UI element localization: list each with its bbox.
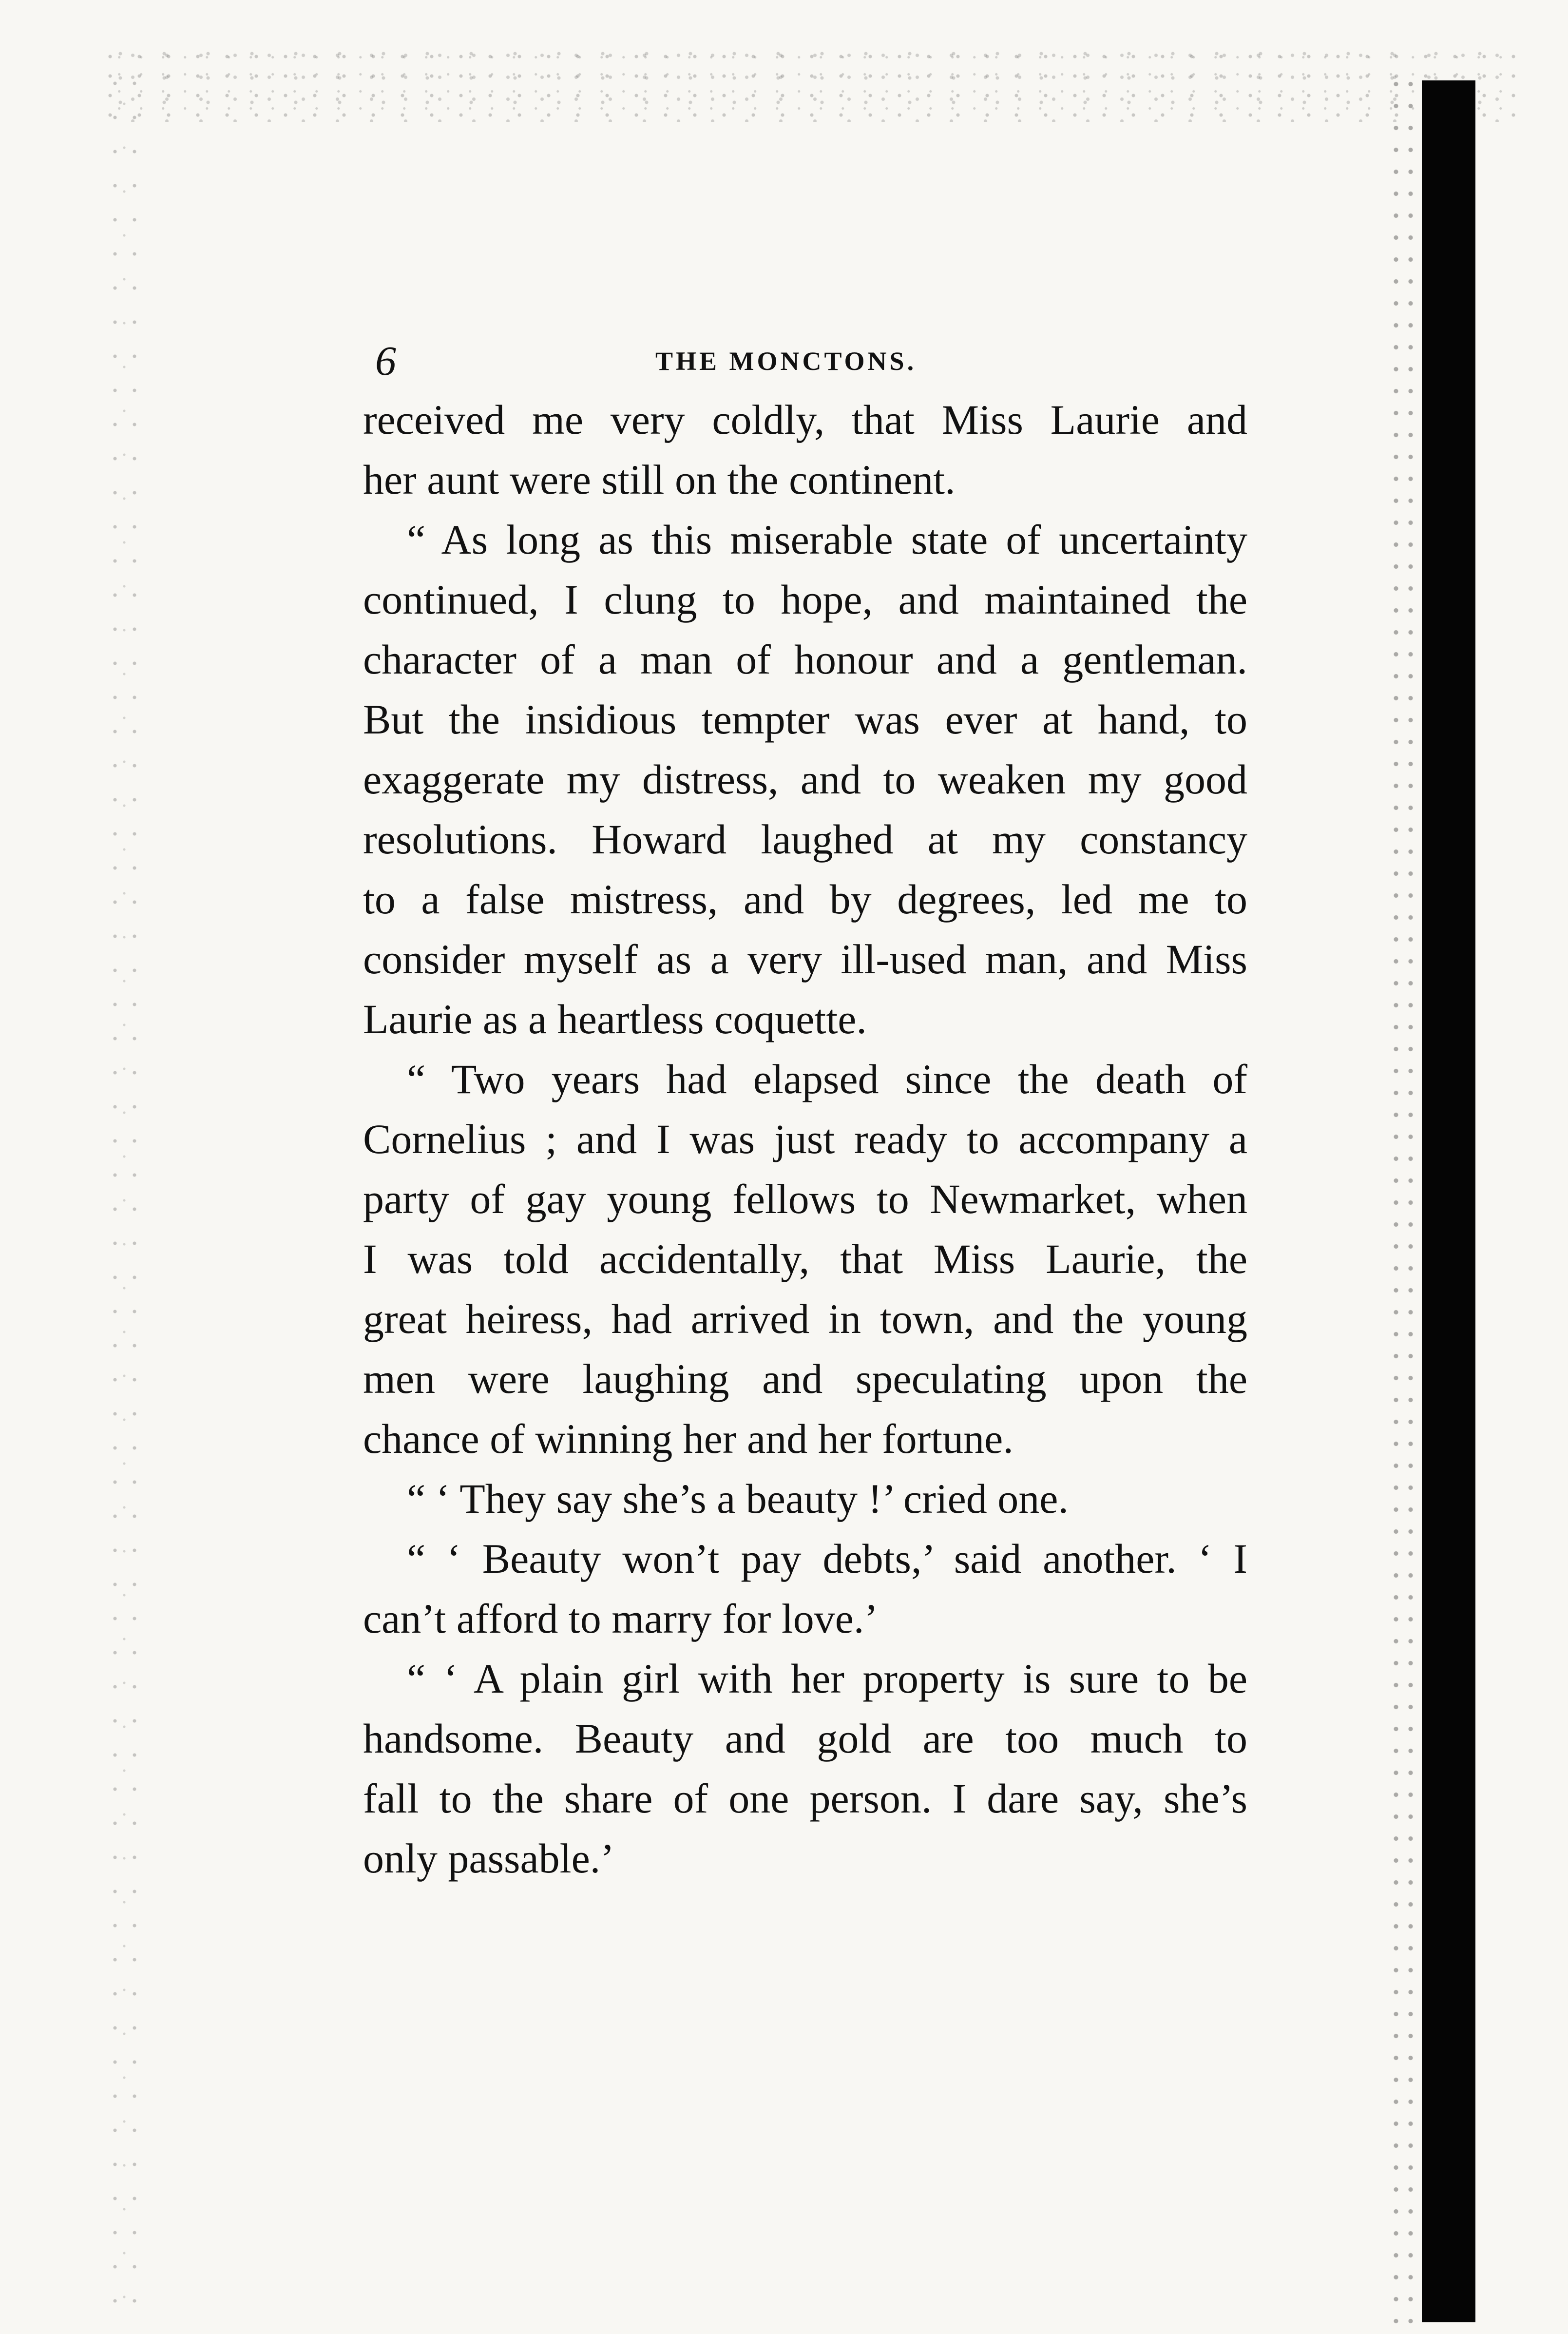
text-line: only passable.’ <box>363 1835 614 1882</box>
text-line: character of a man of honour and a gentleman. <box>363 636 1247 683</box>
text-line: Laurie as a heartless coquette. <box>363 996 867 1042</box>
text-line: continued, I clung to hope, and maintained the <box>363 576 1247 623</box>
text-line: great heiress, had arrived in town, and the young <box>363 1295 1247 1342</box>
text-line: to a false mistress, and by degrees, led me to <box>363 876 1247 923</box>
paragraph <box>363 1649 1247 1889</box>
text-line: “ ‘ Beauty won’t pay debts,’ said another. ‘ I <box>407 1535 1247 1582</box>
paragraph <box>363 1049 1247 1469</box>
text-block <box>363 336 1247 1889</box>
text-line: chance of winning her and her fortune. <box>363 1415 1013 1462</box>
running-title: THE MONCTONS. <box>655 347 917 376</box>
text-line: handsome. Beauty and gold are too much to <box>363 1715 1247 1762</box>
text-line: exaggerate my distress, and to weaken my good <box>363 756 1247 803</box>
binding-strip <box>1422 80 1475 2322</box>
scan-top-edge <box>107 49 1520 122</box>
paragraph <box>363 1469 1247 1529</box>
text-line: men were laughing and speculating upon the <box>363 1355 1247 1402</box>
binding-shadow <box>1389 73 1423 2325</box>
text-line: I was told accidentally, that Miss Laurie, the <box>363 1235 1247 1282</box>
text-line: party of gay young fellows to Newmarket, when <box>363 1176 1247 1222</box>
body-text <box>363 390 1247 1889</box>
text-line: Cornelius ; and I was just ready to accompany a <box>363 1116 1247 1162</box>
paragraph <box>363 510 1247 1049</box>
text-line: “ ‘ A plain girl with her property is sure to be <box>407 1655 1247 1702</box>
paragraph <box>363 390 1247 510</box>
text-line: can’t afford to marry for love.’ <box>363 1595 879 1642</box>
text-line: “ ‘ They say she’s a beauty !’ cried one. <box>407 1475 1069 1522</box>
text-line: her aunt were still on the continent. <box>363 456 956 503</box>
running-head <box>363 336 1247 390</box>
text-line: fall to the share of one person. I dare say, she’s <box>363 1775 1247 1822</box>
text-line: received me very coldly, that Miss Laurie and <box>363 396 1247 443</box>
page-number: 6 <box>375 337 396 384</box>
text-line: resolutions. Howard laughed at my constancy <box>363 816 1247 863</box>
scan-left-edge <box>107 73 141 2315</box>
text-line: But the insidious tempter was ever at hand, to <box>363 696 1247 743</box>
text-line: “ As long as this miserable state of uncertainty <box>407 516 1247 563</box>
text-line: consider myself as a very ill-used man, and Miss <box>363 936 1247 983</box>
paragraph <box>363 1529 1247 1649</box>
text-line: “ Two years had elapsed since the death of <box>407 1056 1247 1102</box>
